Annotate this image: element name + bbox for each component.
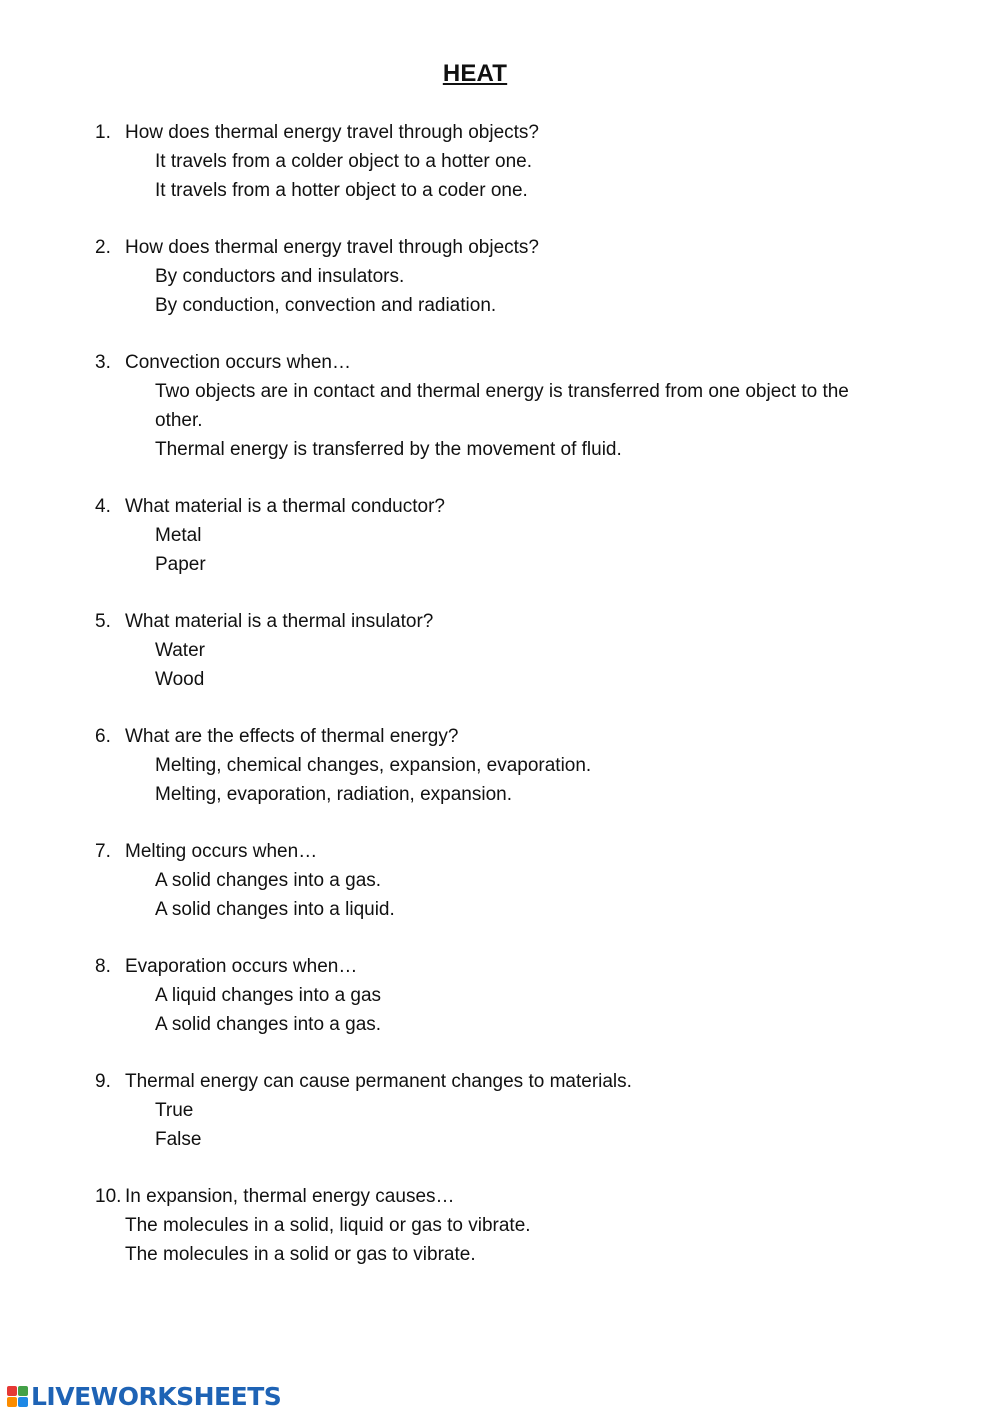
question-number: 3. (95, 352, 111, 373)
question-number: 9. (95, 1071, 111, 1092)
question-6 (95, 722, 915, 809)
answer-option[interactable]: A solid changes into a gas. (155, 1014, 382, 1035)
question-number: 6. (95, 726, 111, 747)
logo-block (18, 1397, 28, 1407)
question-number: 8. (95, 956, 111, 977)
question-number: 1. (95, 122, 111, 143)
question-text: What material is a thermal conductor? (125, 496, 445, 517)
question-number: 5. (95, 611, 111, 632)
question-7 (95, 837, 915, 924)
question-text: Thermal energy can cause permanent changes to materials. (125, 1071, 632, 1092)
question-text: In expansion, thermal energy causes… (125, 1186, 455, 1207)
answer-option[interactable]: By conduction, convection and radiation. (155, 295, 497, 316)
question-10 (95, 1182, 915, 1269)
answer-option[interactable]: Melting, evaporation, radiation, expansion. (155, 784, 513, 805)
answer-option[interactable]: Paper (155, 554, 206, 575)
question-text: Convection occurs when… (125, 352, 351, 373)
answer-option[interactable]: Two objects are in contact and thermal energy is transferred from one object to the other. (155, 381, 849, 431)
answer-option[interactable]: It travels from a hotter object to a coder one. (155, 180, 528, 201)
answer-option[interactable]: A solid changes into a liquid. (155, 899, 395, 920)
question-text: What are the effects of thermal energy? (125, 726, 459, 747)
question-9 (95, 1067, 915, 1154)
logo-block (7, 1397, 17, 1407)
footer-logo (7, 1382, 281, 1410)
question-number: 4. (95, 496, 111, 517)
logo-block (7, 1386, 17, 1396)
question-number: 7. (95, 841, 111, 862)
answer-option[interactable]: By conductors and insulators. (155, 266, 405, 287)
logo-block (18, 1386, 28, 1396)
question-2 (95, 233, 915, 320)
question-8 (95, 952, 915, 1039)
answer-option[interactable]: Metal (155, 525, 202, 546)
answer-option[interactable]: Melting, chemical changes, expansion, evaporation. (155, 755, 592, 776)
answer-option[interactable]: It travels from a colder object to a hotter one. (155, 151, 533, 172)
answer-option[interactable]: The molecules in a solid or gas to vibrate. (125, 1244, 476, 1265)
question-5 (95, 607, 915, 694)
answer-option[interactable]: The molecules in a solid, liquid or gas to vibrate. (125, 1215, 531, 1236)
question-3 (95, 348, 915, 464)
question-text: How does thermal energy travel through objects? (125, 122, 540, 143)
answer-option[interactable]: Thermal energy is transferred by the movement of fluid. (155, 439, 622, 460)
question-text: Melting occurs when… (125, 841, 318, 862)
question-1 (95, 118, 915, 205)
brand-name: LIVEWORKSHEETS (31, 1381, 282, 1411)
answer-option[interactable]: Wood (155, 669, 205, 690)
question-number: 2. (95, 237, 111, 258)
question-text: How does thermal energy travel through objects? (125, 237, 540, 258)
answer-option[interactable]: Water (155, 640, 205, 661)
answer-option[interactable]: A solid changes into a gas. (155, 870, 382, 891)
answer-option[interactable]: False (155, 1129, 202, 1150)
question-text: What material is a thermal insulator? (125, 611, 434, 632)
question-number: 10. (95, 1186, 122, 1207)
page-title: HEAT (442, 60, 508, 87)
quiz-list (95, 118, 915, 1297)
answer-option[interactable]: True (155, 1100, 194, 1121)
answer-option[interactable]: A liquid changes into a gas (155, 985, 382, 1006)
liveworksheets-blocks-icon (7, 1386, 28, 1407)
question-4 (95, 492, 915, 579)
question-text: Evaporation occurs when… (125, 956, 358, 977)
